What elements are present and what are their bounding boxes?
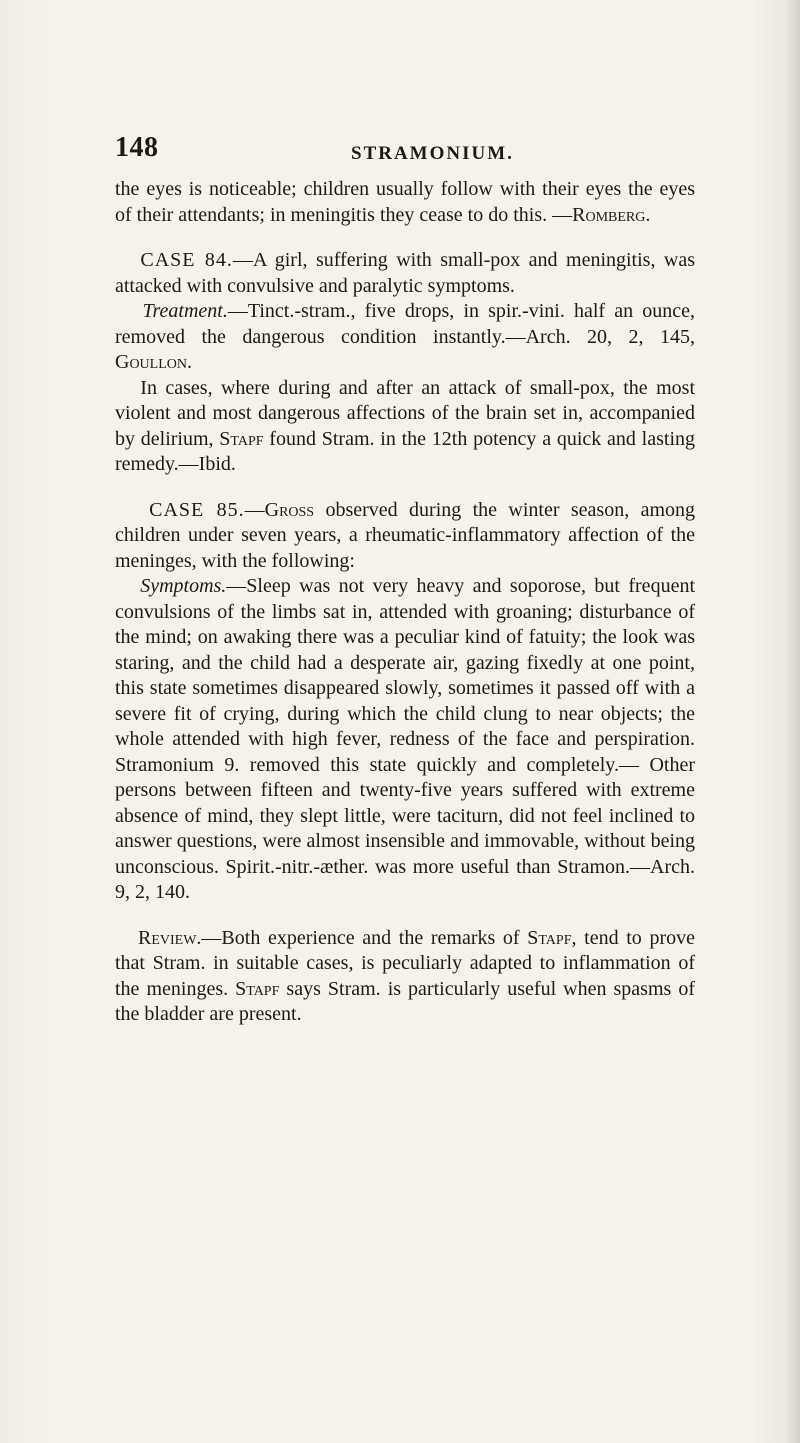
paragraph-text: says Stram. is particularly useful when spasms of the bladder are present. bbox=[115, 977, 695, 1025]
running-title: STRAMONIUM. bbox=[351, 143, 514, 164]
page-number: 148 bbox=[115, 132, 159, 163]
paragraph-text: —Sleep was not very heavy and soporose, but frequent convulsions of the limbs sat in, attended with groaning; disturbance of the mind; on awaking there was a peculiar kind of fatuity; the look was staring, and the child had a desperate air, gazing fixedly at one point, this state sometimes disappeared slowly, sometimes it passed off with a severe fit of crying, during which the child clung to near objects; the whole attended with high fever, redness of the face and perspiration. Stramonium 9. removed this state quickly and completely.— Other persons between fifteen and twenty-five years suffered with extreme absence of mind, they slept little, were taciturn, did not feel inclined to answer questions, were almost insensible and immovable, without being unconscious. Spirit.-nitr.-æther. was more useful than Stramon.—Arch. 9, 2, 140. bbox=[115, 575, 695, 903]
author-name: Stapf bbox=[527, 926, 572, 949]
author-name: Stapf bbox=[235, 977, 280, 1000]
page-header bbox=[115, 132, 685, 172]
author-name: Stapf bbox=[219, 427, 264, 450]
paragraph-case-84 bbox=[115, 248, 695, 299]
paragraph-text: observed during the winter season, among children under seven years, a rheumatic-inflammatory affection of the meninges, with the following: bbox=[115, 498, 696, 572]
author-name: Gross bbox=[264, 498, 315, 521]
paragraph-continuation bbox=[115, 177, 695, 228]
page-edge-shadow bbox=[786, 0, 800, 1443]
paragraph-symptoms bbox=[115, 574, 695, 906]
paragraph-text: the eyes is noticeable; children usually follow with their eyes the eyes of their attendants; in meningitis they cease to do this. — bbox=[115, 178, 695, 226]
paragraph-small-pox bbox=[115, 376, 695, 478]
case-heading: CASE 85. bbox=[149, 498, 245, 521]
paragraph-text: , tend to prove that Stram. in suitable cases, is peculiarly adapted to inflammation of the meninges. bbox=[115, 926, 696, 1000]
section-label: Symptoms. bbox=[140, 575, 227, 597]
paragraph-gap bbox=[115, 906, 695, 926]
paragraph-text: found Stram. in the 12th potency a quick and lasting remedy.—Ibid. bbox=[115, 427, 695, 475]
dash: — bbox=[244, 498, 265, 521]
author-name: Goullon. bbox=[115, 351, 192, 373]
paragraph-text: —A girl, suffering with small-pox and meningitis, was attacked with convulsive and paralytic symptoms. bbox=[115, 249, 696, 297]
author-name: Romberg. bbox=[572, 203, 651, 226]
paragraph-text: —Both experience and the remarks of bbox=[201, 926, 528, 949]
paragraph-case-85 bbox=[115, 498, 695, 575]
paragraph-text: In cases, where during and after an attack of small-pox, the most violent and most dangerous affections of the brain set in, accompanied by delirium, bbox=[115, 376, 695, 450]
paragraph-text: —Tinct.-stram., five drops, in spir.-vini. half an ounce, removed the dangerous condition instantly.—Arch. 20, 2, 145, bbox=[115, 300, 696, 348]
body-text bbox=[115, 177, 695, 1028]
paragraph-gap bbox=[115, 228, 695, 248]
paragraph-treatment bbox=[115, 299, 695, 376]
paragraph-review bbox=[115, 926, 695, 1028]
case-heading: CASE 84. bbox=[140, 249, 233, 271]
section-label: Treatment. bbox=[142, 300, 228, 322]
section-label: Review. bbox=[137, 926, 202, 949]
paragraph-gap bbox=[115, 478, 695, 498]
